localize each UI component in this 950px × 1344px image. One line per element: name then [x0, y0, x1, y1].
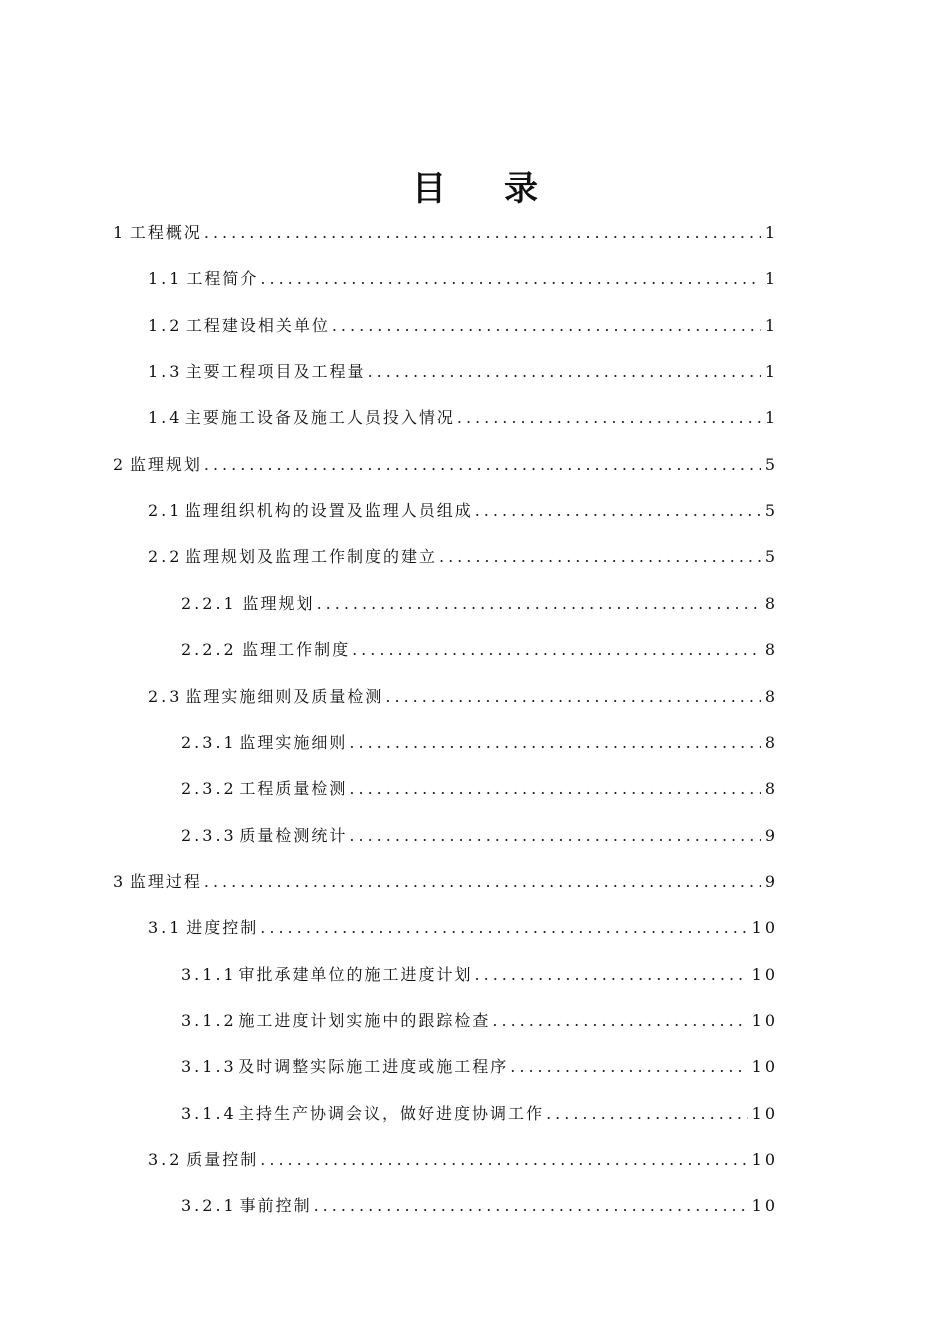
- toc-entry-title: 及时调整实际施工进度或施工程序: [238, 1057, 509, 1076]
- toc-entry-number: 2.3.1: [181, 733, 237, 752]
- toc-entry-page-number: 9: [764, 872, 778, 891]
- toc-entry-page-number: 8: [764, 687, 778, 706]
- toc-entry-number: 2.3.2: [181, 779, 237, 798]
- toc-entry-number: 3.1: [148, 918, 183, 937]
- toc-entry-title: 进度控制: [186, 918, 259, 937]
- toc-dot-leader: [475, 500, 761, 522]
- toc-entry-page-number: 8: [764, 779, 778, 798]
- toc-dot-leader: [510, 1056, 747, 1078]
- toc-entry-page-number: 5: [764, 501, 778, 520]
- toc-entry-number: 3.1.3: [181, 1057, 237, 1076]
- toc-dot-leader: [260, 917, 747, 939]
- toc-entry-title: 质量检测统计: [239, 826, 348, 845]
- toc-entry-number: 2.2.2: [181, 640, 237, 659]
- toc-entry-page-number: 1: [764, 408, 778, 427]
- toc-entry-number: 1.1: [148, 269, 183, 288]
- toc-entry[interactable]: [181, 964, 778, 986]
- toc-entry[interactable]: [148, 361, 778, 383]
- toc-dot-leader: [204, 454, 761, 476]
- toc-dot-leader: [352, 639, 761, 661]
- toc-entry[interactable]: [181, 639, 778, 661]
- toc-dot-leader: [385, 686, 760, 708]
- toc-dot-leader: [260, 1149, 747, 1171]
- toc-entry-page-number: 10: [751, 1104, 778, 1123]
- toc-entry-page-number: 8: [764, 640, 778, 659]
- toc-entry-page-number: 1: [764, 362, 778, 381]
- toc-dot-leader: [349, 732, 760, 754]
- toc-dot-leader: [368, 361, 761, 383]
- toc-entry[interactable]: [181, 825, 778, 847]
- toc-entry-page-number: 10: [751, 1150, 778, 1169]
- toc-entry[interactable]: [113, 454, 778, 476]
- toc-dot-leader: [349, 825, 760, 847]
- toc-dot-leader: [314, 1195, 748, 1217]
- toc-entry-page-number: 10: [751, 1011, 778, 1030]
- toc-entry[interactable]: [148, 268, 778, 290]
- toc-entry[interactable]: [181, 778, 778, 800]
- toc-entry-page-number: 10: [751, 1196, 778, 1215]
- toc-entry-page-number: 9: [764, 826, 778, 845]
- toc-entry[interactable]: [148, 917, 778, 939]
- toc-entry-number: 2.2: [148, 547, 183, 566]
- toc-entry-number: 2.3: [148, 687, 183, 706]
- toc-entry[interactable]: [181, 1195, 778, 1217]
- toc-entry-number: 2: [113, 455, 127, 474]
- toc-entry[interactable]: [181, 593, 778, 615]
- toc-entry[interactable]: [148, 686, 778, 708]
- title-char-1: 目: [412, 168, 446, 209]
- toc-entry-title: 监理过程: [129, 872, 202, 891]
- toc-entry[interactable]: [148, 546, 778, 568]
- toc-entry[interactable]: [148, 315, 778, 337]
- toc-entry-number: 2.1: [148, 501, 183, 520]
- toc-entry-number: 1.4: [148, 408, 183, 427]
- toc-entry-page-number: 1: [764, 223, 778, 242]
- toc-entry-title: 质量控制: [186, 1150, 259, 1169]
- toc-entry-number: 3.1.2: [181, 1011, 237, 1030]
- toc-entry-title: 工程质量检测: [239, 779, 348, 798]
- toc-entry-number: 3: [113, 872, 127, 891]
- toc-entry[interactable]: [148, 407, 778, 429]
- toc-entry-number: 2.2.1: [181, 594, 237, 613]
- toc-entry-title: 施工进度计划实施中的跟踪检查: [238, 1011, 491, 1030]
- toc-entry-title: 监理规划及监理工作制度的建立: [184, 547, 437, 566]
- toc-dot-leader: [439, 546, 761, 568]
- toc-entry-page-number: 5: [764, 547, 778, 566]
- toc-entry-title: 事前控制: [239, 1196, 312, 1215]
- toc-entry-title: 监理工作制度: [242, 640, 351, 659]
- toc-dot-leader: [475, 964, 748, 986]
- toc-entry-title: 审批承建单位的施工进度计划: [238, 965, 473, 984]
- toc-entry-title: 工程建设相关单位: [185, 316, 330, 335]
- toc-entry-page-number: 10: [751, 1057, 778, 1076]
- toc-dot-leader: [492, 1010, 747, 1032]
- toc-entry[interactable]: [181, 1103, 778, 1125]
- toc-dot-leader: [457, 407, 761, 429]
- toc-entry-page-number: 1: [764, 269, 778, 288]
- toc-entry[interactable]: [148, 500, 778, 522]
- toc-dot-leader: [546, 1103, 748, 1125]
- toc-entry-title: 工程概况: [129, 223, 202, 242]
- toc-entry-page-number: 8: [764, 733, 778, 752]
- toc-entry-number: 3.1.4: [181, 1104, 237, 1123]
- toc-dot-leader: [204, 871, 761, 893]
- toc-entry[interactable]: [181, 1010, 778, 1032]
- title-char-2: 录: [504, 168, 538, 209]
- toc-entry-title: 主持生产协调会议，做好进度协调工作: [238, 1104, 545, 1123]
- toc-entry-page-number: 5: [764, 455, 778, 474]
- toc-dot-leader: [349, 778, 760, 800]
- toc-dot-leader: [332, 315, 761, 337]
- toc-entry[interactable]: [113, 222, 778, 244]
- toc-entry[interactable]: [181, 732, 778, 754]
- toc-entry-title: 监理规划: [129, 455, 202, 474]
- toc-entry-title: 主要工程项目及工程量: [185, 362, 366, 381]
- toc-entry-page-number: 10: [751, 918, 778, 937]
- toc-entry-title: 监理实施细则: [239, 733, 348, 752]
- toc-dot-leader: [204, 222, 761, 244]
- toc-entry-title: 监理组织机构的设置及监理人员组成: [184, 501, 473, 520]
- toc-entry-number: 1: [113, 223, 127, 242]
- toc-dot-leader: [317, 593, 761, 615]
- toc-entry-title: 主要施工设备及施工人员投入情况: [184, 408, 455, 427]
- toc-entry[interactable]: [181, 1056, 778, 1078]
- toc-entry-number: 3.1.1: [181, 965, 237, 984]
- toc-entry-number: 1.2: [148, 316, 183, 335]
- toc-entry[interactable]: [148, 1149, 778, 1171]
- toc-entry-number: 3.2.1: [181, 1196, 237, 1215]
- toc-entry-number: 3.2: [148, 1150, 183, 1169]
- toc-entry-number: 2.3.3: [181, 826, 237, 845]
- toc-entry-title: 监理规划: [242, 594, 315, 613]
- toc-entry-page-number: 10: [751, 965, 778, 984]
- toc-entry[interactable]: [113, 871, 778, 893]
- toc-dot-leader: [260, 268, 760, 290]
- toc-entry-page-number: 8: [764, 594, 778, 613]
- toc-entry-title: 监理实施细则及质量检测: [185, 687, 384, 706]
- toc-entry-title: 工程简介: [186, 269, 259, 288]
- toc-entry-number: 1.3: [148, 362, 183, 381]
- toc-entry-page-number: 1: [764, 316, 778, 335]
